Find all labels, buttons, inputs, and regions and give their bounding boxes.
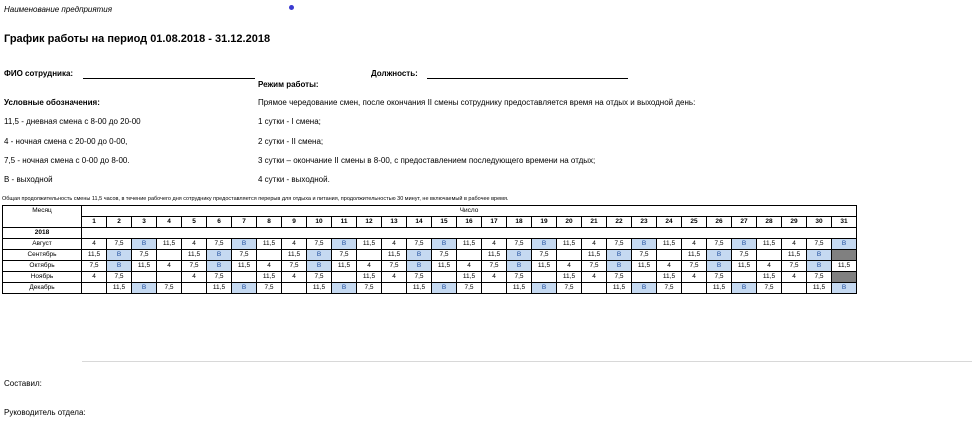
- day-number-cell: 25: [682, 217, 707, 228]
- shift-cell: 11,5: [182, 250, 207, 261]
- shift-cell: В: [832, 239, 857, 250]
- shift-cell: 11,5: [332, 261, 357, 272]
- shift-cell: В: [532, 239, 557, 250]
- day-number-cell: 4: [157, 217, 182, 228]
- shift-cell: 4: [482, 272, 507, 283]
- shift-cell: 7,5: [157, 283, 182, 294]
- shift-cell: 11,5: [82, 250, 107, 261]
- shift-cell: 4: [157, 261, 182, 272]
- day-number-cell: 21: [582, 217, 607, 228]
- shift-cell: [457, 250, 482, 261]
- shift-cell: В: [332, 239, 357, 250]
- shift-cell: 7,5: [557, 283, 582, 294]
- shift-cell: 4: [182, 272, 207, 283]
- shift-cell: 11,5: [257, 239, 282, 250]
- shift-cell: 7,5: [357, 283, 382, 294]
- shift-cell: 7,5: [607, 272, 632, 283]
- day-number-cell: 1: [82, 217, 107, 228]
- shift-cell: 11,5: [732, 261, 757, 272]
- fio-field[interactable]: [83, 78, 255, 79]
- day-number-cell: 3: [132, 217, 157, 228]
- shift-cell: 7,5: [207, 239, 232, 250]
- shift-cell: В: [732, 283, 757, 294]
- shift-cell: 7,5: [282, 261, 307, 272]
- shift-cell: 11,5: [282, 250, 307, 261]
- shift-cell: 4: [482, 239, 507, 250]
- day-number-cell: 23: [632, 217, 657, 228]
- shift-cell: В: [307, 250, 332, 261]
- shift-cell: 11,5: [257, 272, 282, 283]
- shift-cell: 11,5: [557, 272, 582, 283]
- table-row: [3, 239, 857, 250]
- mode-item: 1 сутки - I смена;: [258, 117, 321, 126]
- shift-cell: 11,5: [407, 283, 432, 294]
- shift-cell: 11,5: [132, 261, 157, 272]
- month-cell: Сентябрь: [3, 250, 82, 261]
- shift-cell: 7,5: [682, 261, 707, 272]
- shift-cell: 7,5: [532, 250, 557, 261]
- shift-cell: [482, 283, 507, 294]
- shift-cell: [657, 250, 682, 261]
- shift-cell: 11,5: [707, 283, 732, 294]
- shift-cell: 4: [457, 261, 482, 272]
- nonexistent-day-cell: [832, 250, 857, 261]
- shift-cell: [632, 272, 657, 283]
- fio-label: ФИО сотрудника:: [4, 69, 74, 78]
- day-number-cell: 31: [832, 217, 857, 228]
- shift-cell: В: [532, 283, 557, 294]
- shift-cell: 11,5: [307, 283, 332, 294]
- month-header: Месяц: [3, 206, 82, 228]
- shift-cell: 4: [582, 272, 607, 283]
- day-number-cell: 6: [207, 217, 232, 228]
- shift-cell: 7,5: [582, 261, 607, 272]
- shift-cell: 11,5: [457, 272, 482, 283]
- shift-cell: 4: [357, 261, 382, 272]
- shift-cell: 4: [557, 261, 582, 272]
- nonexistent-day-cell: [832, 272, 857, 283]
- shift-cell: [782, 283, 807, 294]
- day-number-cell: 30: [807, 217, 832, 228]
- shift-cell: В: [632, 239, 657, 250]
- legend-item: 4 - ночная смена с 20-00 до 0-00,: [4, 137, 128, 146]
- shift-cell: В: [207, 261, 232, 272]
- compiled-by-label: Составил:: [4, 379, 42, 388]
- day-number-cell: 8: [257, 217, 282, 228]
- month-cell: Декабрь: [3, 283, 82, 294]
- shift-cell: [582, 283, 607, 294]
- shift-cell: 4: [657, 261, 682, 272]
- day-number-cell: 2: [107, 217, 132, 228]
- shift-cell: 4: [382, 272, 407, 283]
- shift-cell: 11,5: [432, 261, 457, 272]
- shift-cell: В: [607, 250, 632, 261]
- position-label: Должность:: [371, 69, 418, 78]
- day-number-cell: 27: [732, 217, 757, 228]
- divider: [82, 361, 972, 362]
- shift-cell: В: [407, 261, 432, 272]
- shift-cell: 11,5: [682, 250, 707, 261]
- day-number-cell: 29: [782, 217, 807, 228]
- day-number-cell: 16: [457, 217, 482, 228]
- shift-cell: В: [432, 283, 457, 294]
- position-field[interactable]: [427, 78, 628, 79]
- day-number-cell: 19: [532, 217, 557, 228]
- shift-cell: 4: [82, 239, 107, 250]
- shift-cell: 11,5: [632, 261, 657, 272]
- shift-cell: В: [407, 250, 432, 261]
- shift-cell: 11,5: [357, 272, 382, 283]
- shift-cell: 11,5: [482, 250, 507, 261]
- mode-label: Режим работы:: [258, 80, 319, 89]
- day-number-cell: 28: [757, 217, 782, 228]
- day-number-cell: 20: [557, 217, 582, 228]
- shift-cell: [282, 283, 307, 294]
- day-number-cell: 13: [382, 217, 407, 228]
- shift-cell: В: [507, 261, 532, 272]
- organization-name: Наименование предприятия: [4, 5, 113, 14]
- shift-cell: 7,5: [132, 250, 157, 261]
- shift-cell: [132, 272, 157, 283]
- shift-cell: 7,5: [107, 239, 132, 250]
- day-number-cell: 26: [707, 217, 732, 228]
- shift-cell: В: [232, 239, 257, 250]
- shift-cell: 11,5: [107, 283, 132, 294]
- shift-cell: 7,5: [257, 283, 282, 294]
- year-spacer: [82, 228, 857, 239]
- shift-cell: [332, 272, 357, 283]
- shift-cell: 11,5: [757, 239, 782, 250]
- shift-cell: 7,5: [507, 239, 532, 250]
- shift-cell: 7,5: [232, 250, 257, 261]
- shift-cell: 7,5: [332, 250, 357, 261]
- shift-cell: 11,5: [782, 250, 807, 261]
- day-number-cell: 22: [607, 217, 632, 228]
- shift-cell: 7,5: [732, 250, 757, 261]
- day-number-cell: 10: [307, 217, 332, 228]
- shift-cell: 11,5: [157, 239, 182, 250]
- shift-cell: [532, 272, 557, 283]
- shift-cell: [257, 250, 282, 261]
- shift-cell: [432, 272, 457, 283]
- shift-cell: В: [732, 239, 757, 250]
- shift-cell: В: [232, 283, 257, 294]
- shift-cell: 7,5: [632, 250, 657, 261]
- shift-cell: 11,5: [832, 261, 857, 272]
- shift-cell: 7,5: [307, 272, 332, 283]
- shift-cell: 7,5: [657, 283, 682, 294]
- day-number-cell: 18: [507, 217, 532, 228]
- legend-item: 11,5 - дневная смена с 8-00 до 20-00: [4, 117, 141, 126]
- shift-cell: 11,5: [457, 239, 482, 250]
- legend-item: 7,5 - ночная смена с 0-00 до 8-00.: [4, 156, 130, 165]
- shift-cell: 11,5: [557, 239, 582, 250]
- shift-cell: 7,5: [82, 261, 107, 272]
- mode-item: 3 сутки – окончание II смены в 8-00, с предоставлением последующего времени на отдых;: [258, 156, 596, 165]
- shift-cell: 11,5: [232, 261, 257, 272]
- shift-cell: [157, 272, 182, 283]
- shift-cell: 11,5: [207, 283, 232, 294]
- day-number-cell: 5: [182, 217, 207, 228]
- shift-cell: 11,5: [657, 272, 682, 283]
- shift-cell: 11,5: [757, 272, 782, 283]
- shift-cell: В: [807, 261, 832, 272]
- shift-note: Общая продолжительность смены 11,5 часов, в течение рабочего дня сотруднику предоставляется перерыв для отдыха и питания, продолжительностью 30 минут, не включаемый в рабочее время.: [2, 196, 509, 202]
- shift-cell: 11,5: [582, 250, 607, 261]
- shift-cell: В: [807, 250, 832, 261]
- shift-cell: 4: [182, 239, 207, 250]
- shift-cell: 4: [282, 239, 307, 250]
- day-header: Число: [82, 206, 857, 217]
- shift-cell: 4: [582, 239, 607, 250]
- shift-cell: В: [107, 250, 132, 261]
- shift-cell: В: [107, 261, 132, 272]
- shift-cell: 11,5: [382, 250, 407, 261]
- shift-cell: В: [707, 250, 732, 261]
- shift-cell: 11,5: [807, 283, 832, 294]
- shift-cell: 7,5: [707, 272, 732, 283]
- shift-cell: В: [207, 250, 232, 261]
- shift-cell: [82, 283, 107, 294]
- schedule-table: [2, 205, 857, 294]
- table-row: [3, 261, 857, 272]
- shift-cell: 4: [82, 272, 107, 283]
- shift-cell: 7,5: [507, 272, 532, 283]
- shift-cell: 7,5: [307, 239, 332, 250]
- shift-cell: 4: [757, 261, 782, 272]
- shift-cell: 7,5: [482, 261, 507, 272]
- month-cell: Октябрь: [3, 261, 82, 272]
- shift-cell: В: [607, 261, 632, 272]
- mode-item: 2 сутки - II смена;: [258, 137, 324, 146]
- shift-cell: 11,5: [357, 239, 382, 250]
- shift-cell: 7,5: [807, 272, 832, 283]
- shift-cell: 4: [257, 261, 282, 272]
- shift-cell: 4: [282, 272, 307, 283]
- shift-cell: 7,5: [407, 239, 432, 250]
- legend-item: В - выходной: [4, 175, 53, 184]
- shift-cell: [357, 250, 382, 261]
- shift-cell: [732, 272, 757, 283]
- department-head-label: Руководитель отдела:: [4, 408, 86, 417]
- shift-cell: 7,5: [457, 283, 482, 294]
- legend-title: Условные обозначения:: [4, 98, 100, 107]
- shift-cell: [382, 283, 407, 294]
- shift-cell: 11,5: [532, 261, 557, 272]
- day-number-cell: 15: [432, 217, 457, 228]
- mode-description: Прямое чередование смен, после окончания II смены сотруднику предоставляется время на отдых и выходной день:: [258, 98, 696, 107]
- shift-cell: [232, 272, 257, 283]
- shift-cell: 7,5: [407, 272, 432, 283]
- shift-cell: 7,5: [182, 261, 207, 272]
- shift-cell: [557, 250, 582, 261]
- shift-cell: 7,5: [382, 261, 407, 272]
- shift-cell: [682, 283, 707, 294]
- day-number-cell: 24: [657, 217, 682, 228]
- shift-cell: 7,5: [207, 272, 232, 283]
- shift-cell: В: [832, 283, 857, 294]
- shift-cell: 7,5: [707, 239, 732, 250]
- day-number-cell: 14: [407, 217, 432, 228]
- mode-item: 4 сутки - выходной.: [258, 175, 330, 184]
- marker-dot: [289, 5, 294, 10]
- shift-cell: 4: [682, 239, 707, 250]
- shift-cell: В: [332, 283, 357, 294]
- shift-cell: 7,5: [757, 283, 782, 294]
- shift-cell: [757, 250, 782, 261]
- shift-cell: В: [132, 239, 157, 250]
- shift-cell: В: [132, 283, 157, 294]
- table-row: [3, 272, 857, 283]
- shift-cell: 4: [782, 272, 807, 283]
- shift-cell: В: [307, 261, 332, 272]
- shift-cell: [182, 283, 207, 294]
- shift-cell: В: [707, 261, 732, 272]
- shift-cell: 7,5: [432, 250, 457, 261]
- day-number-cell: 11: [332, 217, 357, 228]
- shift-cell: 7,5: [607, 239, 632, 250]
- shift-cell: 4: [782, 239, 807, 250]
- shift-cell: 7,5: [107, 272, 132, 283]
- day-number-cell: 12: [357, 217, 382, 228]
- shift-cell: В: [632, 283, 657, 294]
- page-title: График работы на период 01.08.2018 - 31.12.2018: [4, 33, 271, 45]
- day-number-cell: 7: [232, 217, 257, 228]
- shift-cell: 11,5: [607, 283, 632, 294]
- shift-cell: В: [507, 250, 532, 261]
- shift-cell: В: [432, 239, 457, 250]
- shift-cell: 7,5: [782, 261, 807, 272]
- shift-cell: 4: [682, 272, 707, 283]
- shift-cell: 11,5: [657, 239, 682, 250]
- shift-cell: 11,5: [507, 283, 532, 294]
- table-row: [3, 250, 857, 261]
- table-row: [3, 283, 857, 294]
- shift-cell: 7,5: [807, 239, 832, 250]
- year-cell: 2018: [3, 228, 82, 239]
- month-cell: Август: [3, 239, 82, 250]
- shift-cell: 4: [382, 239, 407, 250]
- day-number-cell: 17: [482, 217, 507, 228]
- shift-cell: [157, 250, 182, 261]
- month-cell: Ноябрь: [3, 272, 82, 283]
- day-number-cell: 9: [282, 217, 307, 228]
